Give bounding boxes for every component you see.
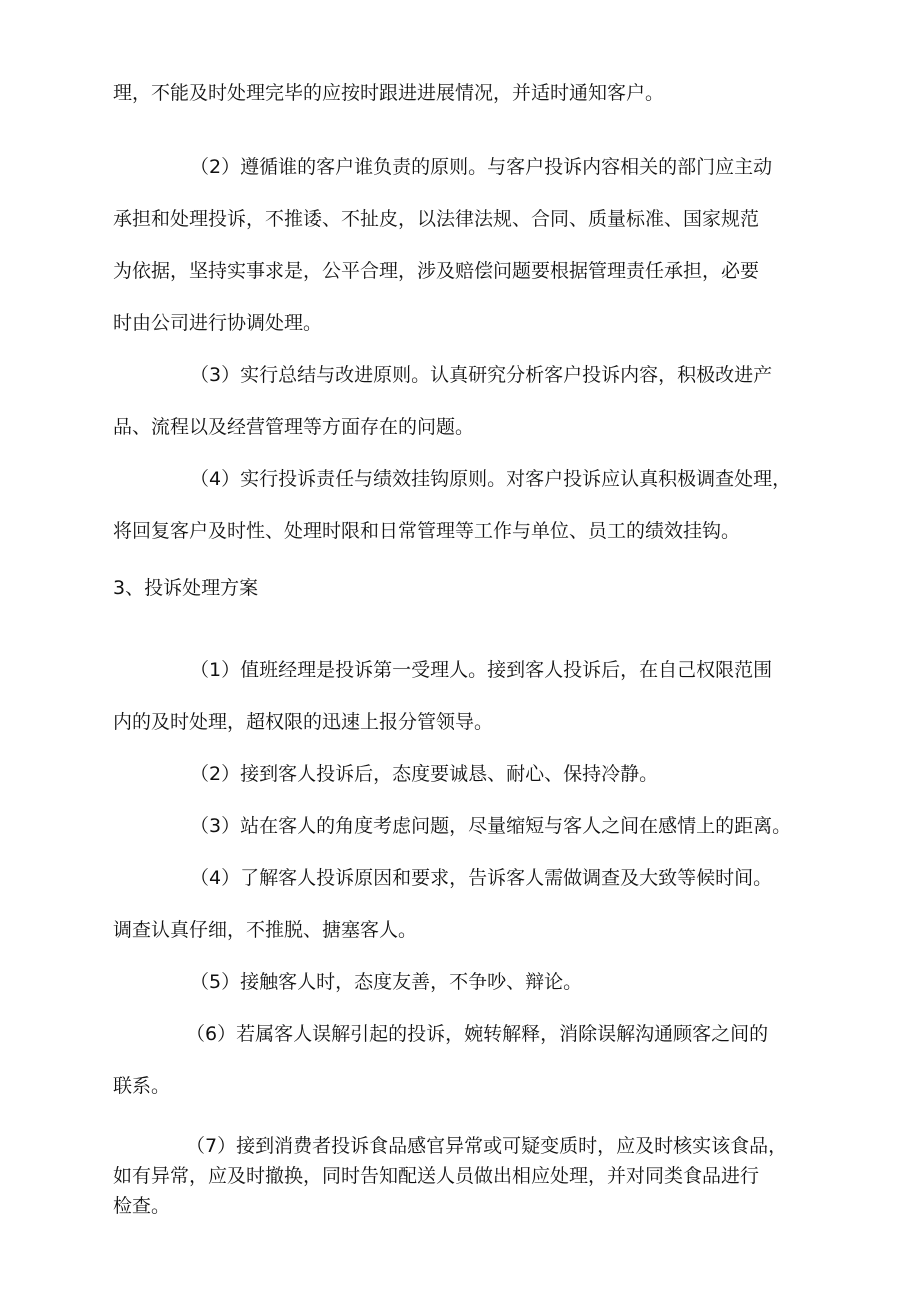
section-heading: 3、投诉处理方案 (113, 577, 259, 599)
text-line: （3）站在客人的角度考虑问题，尽量缩短与客人之间在感情上的距离。 (190, 815, 792, 837)
text-line: 调查认真仔细，不推脱、搪塞客人。 (113, 919, 418, 941)
text-line: 理，不能及时处理完毕的应按时跟进进展情况，并适时通知客户。 (113, 82, 665, 104)
text-line: 将回复客户及时性、处理时限和日常管理等工作与单位、员工的绩效挂钩。 (113, 520, 741, 542)
text-line: 为依据，坚持实事求是，公平合理，涉及赔偿问题要根据管理责任承担，必要 (113, 260, 760, 282)
text-line: （5）接触客人时，态度友善，不争吵、辩论。 (190, 971, 583, 993)
text-line: 时由公司进行协调处理。 (113, 312, 323, 334)
text-line: 承担和处理投诉，不推诿、不扯皮，以法律法规、合同、质量标准、国家规范 (113, 208, 760, 230)
text-line: （2）遵循谁的客户谁负责的原则。与客户投诉内容相关的部门应主动 (190, 156, 773, 178)
text-line: （4）了解客人投诉原因和要求，告诉客人需做调查及大致等候时间。 (190, 867, 773, 889)
text-line: （4）实行投诉责任与绩效挂钩原则。对客户投诉应认真积极调查处理， (190, 468, 792, 490)
text-line: （1）值班经理是投诉第一受理人。接到客人投诉后，在自己权限范围 (190, 659, 773, 681)
text-line: （7）接到消费者投诉食品感官异常或可疑变质时，应及时核实该食品， (186, 1135, 788, 1157)
text-line: （6）若属客人误解引起的投诉，婉转解释，消除误解沟通顾客之间的 (186, 1023, 769, 1045)
text-line: 内的及时处理，超权限的迅速上报分管领导。 (113, 711, 494, 733)
text-line: 品、流程以及经营管理等方面存在的问题。 (113, 416, 475, 438)
text-line: （3）实行总结与改进原则。认真研究分析客户投诉内容，积极改进产 (190, 364, 773, 386)
text-line: （2）接到客人投诉后，态度要诚恳、耐心、保持冷静。 (190, 763, 659, 785)
text-line: 检查。 (113, 1195, 171, 1217)
text-line: 联系。 (113, 1075, 171, 1097)
text-line: 如有异常，应及时撤换，同时告知配送人员做出相应处理，并对同类食品进行 (113, 1165, 760, 1187)
